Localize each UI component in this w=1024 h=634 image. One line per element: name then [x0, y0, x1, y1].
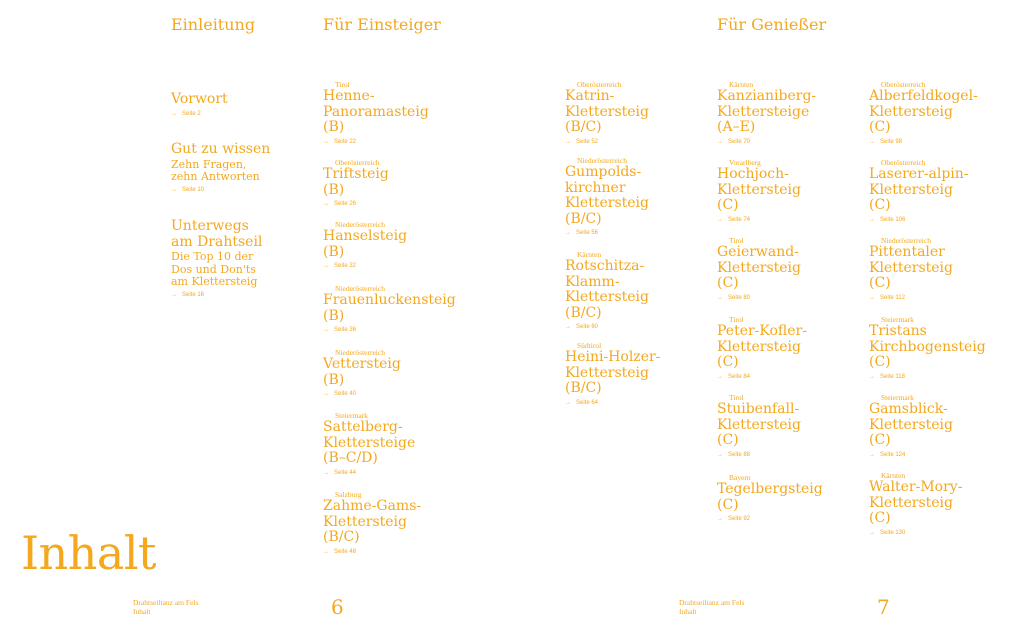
toc-entry-title: Frauenluckensteig (B) [323, 292, 456, 324]
toc-entry[interactable] [323, 348, 401, 398]
page-number-right: 7 [877, 595, 890, 619]
toc-entry-region: Tirol [729, 393, 744, 402]
toc-entry[interactable] [323, 158, 389, 208]
toc-entry-page: → Seite 92 [717, 516, 751, 522]
toc-entry-page: → Seite 2 [171, 110, 201, 117]
toc-entry[interactable] [717, 158, 801, 224]
toc-entry-title: Hochjoch- Klettersteig (C) [717, 166, 801, 213]
toc-entry-title: Tristans Kirchbogensteig (C) [869, 323, 986, 370]
footer-right [679, 598, 744, 616]
toc-entry-page: → Seite 112 [869, 294, 905, 301]
toc-entry-region: Niederösterreich [335, 220, 385, 229]
toc-entry-region: Tirol [729, 236, 744, 245]
arrow-right-icon: → [717, 294, 723, 301]
toc-entry[interactable] [171, 219, 262, 299]
arrow-right-icon: → [323, 391, 329, 397]
toc-entry-page: → Seite 56 [565, 230, 599, 236]
toc-entry[interactable] [323, 80, 429, 146]
toc-entry-page: → Seite 22 [323, 138, 357, 145]
toc-entry-region: Oberösterreich [335, 158, 380, 167]
toc-entry-page: → Seite 118 [869, 373, 905, 380]
toc-entry-page: → Seite 106 [869, 216, 906, 223]
toc-entry-page: → Seite 84 [717, 373, 751, 380]
arrow-right-icon: → [565, 399, 571, 406]
heading-fuer-geniesser: Für Genießer [717, 15, 827, 34]
page-title-inhalt: Inhalt [21, 526, 157, 580]
toc-entry-title: Laserer-alpin- Klettersteig (C) [869, 166, 969, 213]
toc-entry-title: Alberfeldkogel- Klettersteig (C) [869, 88, 978, 135]
toc-entry[interactable] [869, 315, 986, 381]
toc-entry-region: Steiermark [335, 411, 368, 420]
arrow-right-icon: → [171, 291, 177, 298]
toc-entry-page: → Seite 60 [565, 324, 599, 330]
toc-entry-title: Sattelberg- Klettersteige (B–C/D) [323, 419, 416, 466]
toc-entry-title: Vorwort [171, 91, 228, 107]
toc-entry-title: Triftsteig (B) [323, 166, 389, 198]
toc-entry[interactable] [171, 142, 270, 194]
toc-entry[interactable] [717, 236, 801, 302]
arrow-right-icon: → [717, 216, 723, 223]
footer-section: Inhalt [679, 607, 697, 616]
toc-entry-page: → Seite 70 [717, 138, 751, 145]
toc-entry[interactable] [565, 80, 649, 146]
toc-entry[interactable] [717, 80, 816, 146]
arrow-right-icon: → [869, 216, 875, 223]
toc-entry-region: Vorarlberg [729, 158, 761, 167]
toc-entry-title: Peter-Kofler- Klettersteig (C) [717, 323, 807, 370]
toc-entry[interactable] [323, 220, 407, 270]
toc-entry-page: → Seite 52 [565, 138, 599, 145]
toc-entry-region: Salzburg [335, 490, 362, 499]
toc-entry-region: Oberösterreich [881, 158, 926, 167]
toc-entry-title: Gumpolds- kirchner Klettersteig (B/C) [565, 164, 649, 227]
arrow-right-icon: → [323, 327, 329, 333]
footer-left [133, 598, 198, 616]
toc-entry-title: Unterwegs am Drahtseil [171, 218, 263, 250]
arrow-right-icon: → [323, 548, 329, 555]
toc-entry-region: Niederösterreich [335, 284, 385, 293]
arrow-right-icon: → [565, 324, 571, 330]
toc-entry[interactable] [565, 156, 649, 237]
footer-book-title: Drahtseiltanz am Fels [133, 598, 199, 607]
toc-entry-title: Walter-Mory- Klettersteig (C) [869, 479, 963, 526]
toc-entry-title: Gut zu wissen [171, 141, 271, 157]
toc-entry[interactable] [171, 92, 228, 118]
toc-entry[interactable] [565, 341, 660, 407]
toc-entry[interactable] [323, 411, 415, 477]
toc-entry-page: → Seite 36 [323, 327, 357, 333]
heading-einleitung: Einleitung [171, 15, 256, 34]
toc-entry-title: Zahme-Gams- Klettersteig (B/C) [323, 498, 422, 545]
toc-entry-region: Kärnten [881, 471, 906, 480]
toc-entry[interactable] [717, 315, 807, 381]
toc-entry[interactable] [869, 471, 962, 537]
toc-entry-page: → Seite 10 [171, 186, 205, 193]
toc-entry-title: Rotschitza- Klamm- Klettersteig (B/C) [565, 258, 649, 321]
page-number-left: 6 [331, 595, 344, 619]
arrow-right-icon: → [869, 451, 875, 458]
toc-entry-region: Tirol [335, 80, 350, 89]
toc-entry-region: Oberösterreich [577, 80, 622, 89]
arrow-right-icon: → [869, 373, 875, 380]
arrow-right-icon: → [717, 516, 723, 522]
toc-entry-title: Geierwand- Klettersteig (C) [717, 244, 801, 291]
toc-entry[interactable] [869, 393, 953, 459]
toc-entry[interactable] [869, 80, 978, 146]
arrow-right-icon: → [323, 201, 329, 207]
toc-entry-region: Steiermark [881, 393, 914, 402]
toc-entry-page: → Seite 64 [565, 399, 599, 406]
toc-entry-page: → Seite 130 [869, 529, 906, 536]
arrow-right-icon: → [171, 186, 177, 193]
toc-entry-title: Pittentaler Klettersteig (C) [869, 244, 953, 291]
toc-entry-page: → Seite 80 [717, 294, 751, 301]
toc-entry-title: Hanselsteig (B) [323, 228, 408, 260]
arrow-right-icon: → [869, 529, 875, 536]
toc-entry-title: Heini-Holzer- Klettersteig (B/C) [565, 349, 661, 396]
toc-entry-region: Kärnten [729, 80, 754, 89]
toc-entry[interactable] [717, 393, 801, 459]
toc-entry-title: Stuibenfall- Klettersteig (C) [717, 401, 801, 448]
toc-entry-page: → Seite 124 [869, 451, 906, 458]
toc-entry-region: Niederösterreich [881, 236, 931, 245]
toc-entry-page: → Seite 88 [717, 451, 751, 458]
toc-entry-page: → Seite 44 [323, 469, 357, 476]
arrow-right-icon: → [717, 451, 723, 458]
toc-entry-title: Gamsblick- Klettersteig (C) [869, 401, 953, 448]
arrow-right-icon: → [171, 110, 177, 117]
toc-entry-region: Niederösterreich [577, 156, 627, 165]
arrow-right-icon: → [323, 138, 329, 145]
toc-entry-region: Oberösterreich [881, 80, 926, 89]
toc-entry-page: → Seite 32 [323, 263, 357, 269]
toc-entry[interactable] [323, 284, 456, 334]
toc-entry-region: Kärnten [577, 250, 602, 259]
toc-entry-title: Kanzianiberg- Klettersteige (A–E) [717, 88, 817, 135]
toc-entry-region: Bayern [729, 473, 751, 482]
toc-entry-page: → Seite 16 [171, 291, 205, 298]
toc-entry-page: → Seite 48 [323, 548, 357, 555]
footer-book-title: Drahtseiltanz am Fels [679, 598, 745, 607]
arrow-right-icon: → [323, 263, 329, 269]
toc-entry-subtitle: Die Top 10 der Dos und Don'ts am Klettersteig [171, 250, 258, 288]
toc-entry-region: Steiermark [881, 315, 914, 324]
toc-entry-region: Südtirol [577, 341, 602, 350]
toc-entry-region: Niederösterreich [335, 348, 385, 357]
toc-entry-page: → Seite 98 [869, 138, 903, 145]
toc-entry-subtitle: Zehn Fragen, zehn Antworten [171, 157, 260, 183]
toc-entry-title: Henne- Panoramasteig (B) [323, 88, 429, 135]
toc-entry[interactable] [717, 473, 823, 523]
arrow-right-icon: → [717, 138, 723, 145]
arrow-right-icon: → [717, 373, 723, 380]
heading-fuer-einsteiger: Für Einsteiger [323, 15, 441, 34]
arrow-right-icon: → [565, 138, 571, 145]
arrow-right-icon: → [565, 230, 571, 236]
toc-entry-page: → Seite 74 [717, 216, 751, 223]
toc-entry[interactable] [565, 250, 649, 331]
toc-entry-title: Katrin- Klettersteig (B/C) [565, 88, 649, 135]
toc-entry-page: → Seite 26 [323, 201, 357, 207]
arrow-right-icon: → [869, 138, 875, 145]
arrow-right-icon: → [869, 294, 875, 301]
arrow-right-icon: → [323, 469, 329, 476]
footer-section: Inhalt [133, 607, 151, 616]
toc-entry-region: Tirol [729, 315, 744, 324]
toc-entry[interactable] [869, 236, 953, 302]
toc-entry-title: Vettersteig (B) [323, 356, 401, 388]
toc-entry-title: Tegelbergsteig (C) [717, 481, 823, 513]
toc-entry-page: → Seite 40 [323, 391, 357, 397]
toc-entry[interactable] [323, 490, 421, 556]
toc-entry[interactable] [869, 158, 969, 224]
